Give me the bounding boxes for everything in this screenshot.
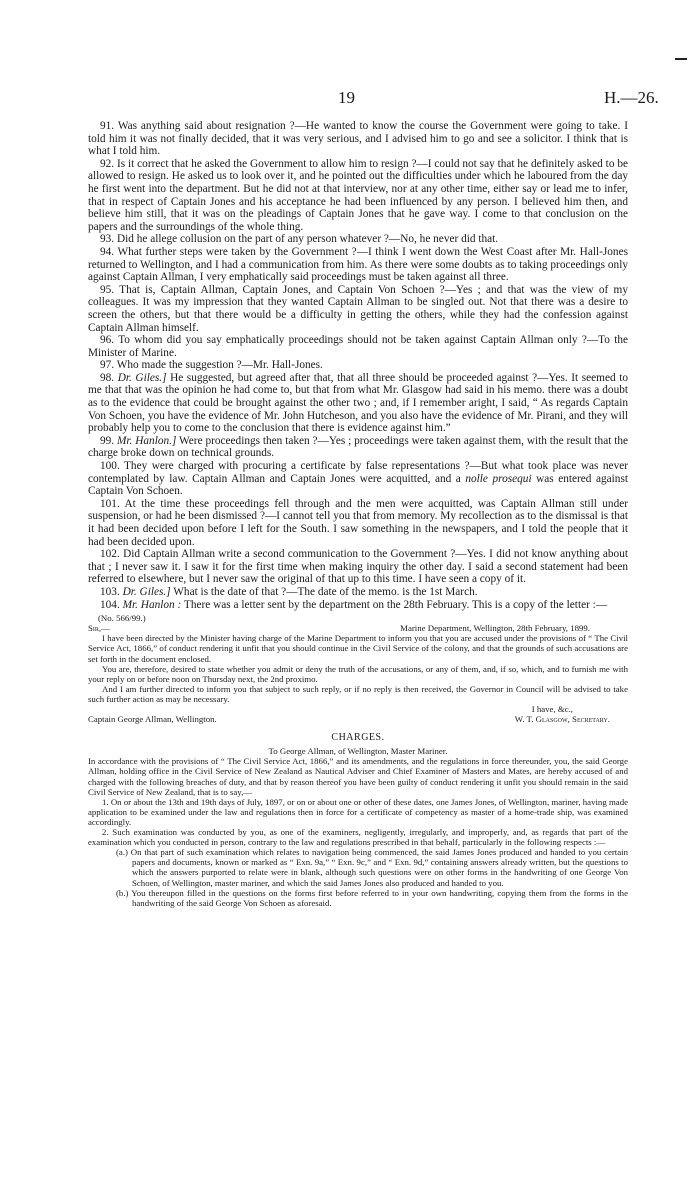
letter-copy [88, 613, 628, 908]
paragraph-104-speaker: Mr. Hanlon : [122, 598, 182, 611]
letter-addressee: Captain George Allman, Wellington. [88, 714, 217, 725]
page-body [88, 120, 628, 908]
letter-signature: W. T. Glasgow, Secretary. [514, 714, 610, 725]
paragraph-99-text: Were proceedings then taken ?—Yes ; proceedings were taken against them, with the result that the charge broke down on technical grounds. [88, 434, 629, 460]
paragraph-100-text-b: was entered against Captain Von Schoen. [88, 472, 628, 498]
paragraph-96: 96. To whom did you say emphatically proceedings should not be taken against Captain Allman only ?—To the Minister of Marine. [88, 334, 628, 359]
paragraph-91: 91. Was anything said about resignation ?—He wanted to know the course the Government were going to take. I told him it was not finally decided, that it was very serious, and I advised him to go and see a solicitor. I think that is what I told him. [88, 120, 628, 158]
paragraph-103-label: 103. [100, 585, 120, 598]
paragraph-101: 101. At the time these proceedings fell through and the men were acquitted, was Captain Allman still under suspension, or had he been dismissed ?—I cannot tell you that from memory. My recollection as to the dismissal is that it had been decided upon before I left for the South. I saw something in the newspapers, and I told the people that it had been decided upon. [88, 497, 628, 548]
paragraph-100-text-a: 100. They were charged with procuring a certificate by false representations ?—But what took place was never contemplated by law. Captain Allman and Captain Jones were acquitted, and a [88, 460, 628, 485]
paragraph-103-text: What is the date of that ?—The date of the memo. is the 1st March. [173, 585, 478, 598]
letter-salutation: Sir,— [88, 623, 110, 634]
letter-paragraph: And I am further directed to inform you that subject to such reply, or if no reply is then received, the Governor in Council will be advised to take such further action as may be necessary. [88, 683, 628, 704]
letter-signature-row [88, 714, 628, 724]
letter-heading-row [88, 623, 628, 633]
paragraph-104-label: 104. [100, 598, 120, 611]
paragraph-94: 94. What further steps were taken by the Government ?—I think I went down the West Coast after Mr. Hall-Jones returned to Wellington, and I had a communication from him. As there were some doubts as to taking proceedings only against Captain Allman, I very emphatically said proceedings must be taken against all three. [88, 245, 628, 284]
letter-place-date: Marine Department, Wellington, 28th February, 1899. [400, 623, 590, 634]
paragraph-98-label: 98. [100, 371, 115, 384]
paragraph-98 [88, 372, 628, 435]
charge-subitem: (a.) On that part of such examination which relates to navigation being commenced, the said James Jones produced and handed to you certain papers and documents, known or marked as “ Exn. 9a,” “ Exn. 9c,” and “ Exn. 9d,” containing answers already written, but the questions to which the answers purported to relate were in blank, although such questions were on other forms in the handwriting of one George Von Schoen, of Wellington, master mariner, and which the said James Jones also produced and handed to you. [116, 847, 628, 888]
letter-reference: (No. 566/99.) [98, 613, 146, 624]
paragraph-98-speaker: Dr. Giles.] [117, 371, 167, 384]
paragraph-95: 95. That is, Captain Allman, Captain Jones, and Captain Von Schoen ?—Yes ; and that was the view of my colleagues. It was my impression that they wanted Captain Allman to be singled out. Not that there was a desire to screen the others, but that there would be a difficulty in getting the others, while they had the confession against Captain Allman himself. [88, 283, 628, 334]
paragraph-104-text: There was a letter sent by the department on the 28th February. This is a copy of the letter :— [183, 598, 608, 611]
page-header [0, 88, 700, 112]
letter-paragraph: I have been directed by the Minister having charge of the Marine Department to inform you that you are accused under the provisions of “ The Civil Service Act, 1866,” of conduct rendering it unfit that you should continue in the Civil Service of the colony, and that the grounds of such accusations are set forth in the document enclosed. [88, 633, 628, 664]
paragraph-104 [88, 599, 628, 612]
paragraph-100 [88, 460, 628, 498]
charges-addressee: To George Allman, of Wellington, Master Mariner. [268, 746, 448, 757]
paragraph-103-speaker: Dr. Giles.] [122, 585, 171, 598]
letter-closing: I have, &c., [531, 704, 573, 714]
charges-intro: In accordance with the provisions of “ The Civil Service Act, 1866,” and its amendments, and the regulations in force thereunder, you, the said George Allman, holding office in the Civil Service of New Zealand as Nautical Adviser and Chief Examiner of Masters and Mates, are hereby accused of and charged with the following breaches of duty, and that by reason thereof you have been guilty of conduct rendering it unfit you should remain in the said Civil Service of New Zealand, that is to say,— [88, 756, 628, 797]
charges-title: CHARGES. [331, 732, 385, 744]
page-number: 19 [338, 88, 355, 107]
paragraph-98-text: He suggested, but agreed after that, that all three should be proceeded against ?—Yes. It seemed to me that that was the opinion he had come to, but that from what Mr. Glasgow had said in his memo. there was a doubt as to the evidence that could be brought against the other two ; and, if I remember aright, I said, “ As regards Captain Von Schoen, you have the evidence of Mr. John Hutcheson, and you also have the evidence of Mr. Pirani, and they will probably help you to come to the conclusion that there is evidence against him.” [88, 371, 628, 435]
paragraph-92: 92. Is it correct that he asked the Government to allow him to resign ?—I could not say that he definitely asked to be allowed to resign. He asked us to look over it, and he pointed out the difficulties under which he laboured from the day he first went into the department. But he did not at that interview, nor at any other time, either say or lead me to infer, that in respect of Captain Jones and his acceptance he had been influenced by any person. I believed him then, and believe him still, that it was on the pleadings of Captain Jones that he gave way. I come to that conclusion on the papers and the surroundings of the whole thing. [88, 157, 628, 233]
paragraph-97: 97. Who made the suggestion ?—Mr. Hall-Jones. [100, 359, 323, 372]
charge-item: 2. Such examination was conducted by you, as one of the examiners, negligently, irregularly, and improperly, and, as regards that part of the examination which you conducted in person, contrary to the law and regulations prescribed in that behalf, particularly in the following respects :— [88, 827, 628, 848]
paragraph-99 [88, 435, 628, 460]
paragraph-93: 93. Did he allege collusion on the part of any person whatever ?—No, he never did that. [100, 233, 499, 246]
paragraph-100-latin: nolle prosequi [465, 472, 532, 485]
paragraph-99-label: 99. [100, 434, 115, 447]
letter-paragraph: You are, therefore, desired to state whether you admit or deny the truth of the accusations, or any of them, and, if so, which, and to furnish me with your reply on or before noon on Thursday next, the 2nd proximo. [88, 663, 628, 684]
paragraph-102: 102. Did Captain Allman write a second communication to the Government ?—Yes. I did not know anything about that ; I never saw it. I saw it for the first time when making inquiry the other day. I said a second statement had been referred to elsewhere, but I never saw the original of that up to this time. I have seen a copy of it. [88, 548, 628, 586]
paragraph-99-speaker: Mr. Hanlon.] [117, 434, 177, 447]
charge-subitem: (b.) You thereupon filled in the questions on the forms first before referred to in your own handwriting, copying them from the forms in the handwriting of the said George Von Schoen as aforesaid. [116, 887, 628, 908]
paragraph-103 [88, 586, 628, 599]
corner-mark [675, 58, 687, 60]
document-reference: H.—26. [604, 88, 659, 107]
charge-item: 1. On or about the 13th and 19th days of July, 1897, or on or about one or other of these dates, one James Jones, of Wellington, mariner, having made application to be examined under the law and regulations then in force for a certificate of competency as master of a home-trade ship, was examined accordingly. [88, 796, 628, 827]
